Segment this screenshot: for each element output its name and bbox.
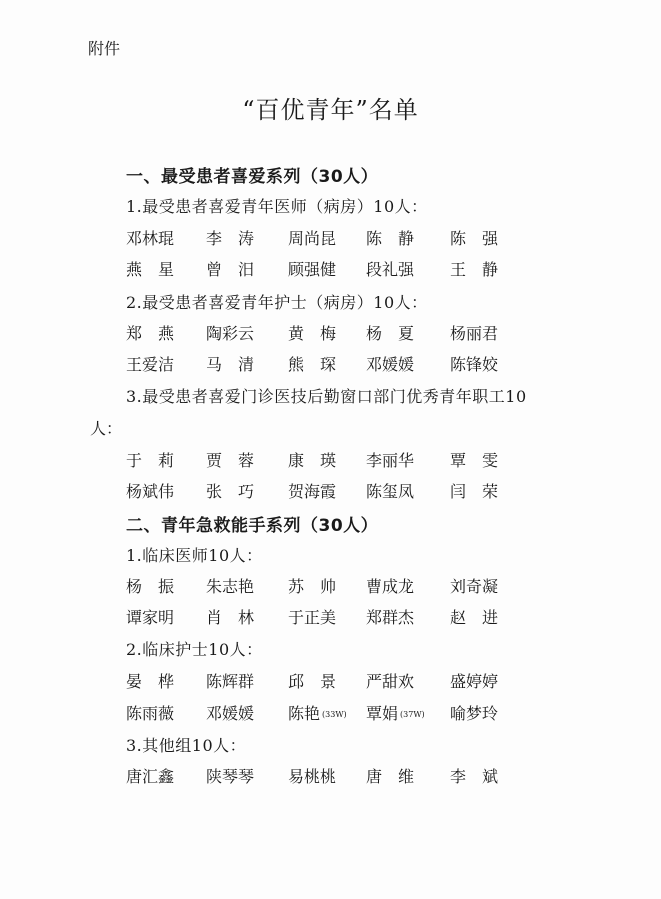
person-name	[450, 574, 526, 597]
name-row	[126, 448, 546, 474]
name-row	[126, 479, 546, 505]
person-name-text: 赵 进	[450, 608, 499, 627]
group-label-1-1: 1.最受患者喜爱青年医师（病房）10人：	[126, 197, 428, 216]
person-name-text: 于 莉	[126, 451, 175, 470]
person-name	[206, 669, 282, 692]
person-name	[126, 605, 202, 628]
person-name	[366, 701, 442, 724]
name-row	[126, 226, 546, 252]
person-name-text: 易桃桃	[288, 767, 337, 786]
person-name	[288, 226, 364, 249]
person-name	[450, 479, 526, 502]
person-name-text: 陕琴琴	[206, 767, 255, 786]
person-name-text: 郑 燕	[126, 324, 175, 343]
person-name-text: 李丽华	[366, 451, 415, 470]
section-heading-1: 一、最受患者喜爱系列（30人）	[126, 167, 379, 187]
person-name	[126, 257, 202, 280]
person-name-text: 贺海霞	[288, 482, 337, 501]
person-name	[450, 321, 526, 344]
name-row	[126, 669, 546, 695]
person-name	[366, 764, 442, 787]
person-name	[366, 605, 442, 628]
person-name	[450, 257, 526, 280]
person-name-text: 李 涛	[206, 229, 255, 248]
person-name	[206, 701, 282, 724]
person-name-text: 马 清	[206, 355, 255, 374]
person-name	[206, 605, 282, 628]
person-name	[206, 479, 282, 502]
person-name-text: 王 静	[450, 260, 499, 279]
person-name-text: 陈雨薇	[126, 704, 175, 723]
person-name-text: 曾 汨	[206, 260, 255, 279]
name-row	[126, 321, 546, 347]
person-name-text: 杨丽君	[450, 324, 499, 343]
person-name-text: 刘奇凝	[450, 577, 499, 596]
person-name	[288, 764, 364, 787]
person-name	[366, 479, 442, 502]
person-name	[288, 352, 364, 375]
person-name-text: 晏 桦	[126, 672, 175, 691]
person-name-text: 朱志艳	[206, 577, 255, 596]
person-name-text: 盛婷婷	[450, 672, 499, 691]
person-name-text: 邓林琨	[126, 229, 175, 248]
person-name-text: 杨 夏	[366, 324, 415, 343]
name-note: (33W)	[322, 710, 347, 719]
person-name	[366, 352, 442, 375]
person-name	[450, 605, 526, 628]
person-name	[206, 764, 282, 787]
person-name	[126, 764, 202, 787]
name-row	[126, 764, 546, 790]
attachment-label: 附件	[88, 39, 121, 58]
person-name	[126, 448, 202, 471]
person-name-text: 周尚昆	[288, 229, 337, 248]
person-name	[450, 701, 526, 724]
person-name	[450, 352, 526, 375]
person-name-text: 严甜欢	[366, 672, 415, 691]
person-name-text: 郑群杰	[366, 608, 415, 627]
person-name-text: 王爱洁	[126, 355, 175, 374]
person-name	[366, 574, 442, 597]
person-name	[126, 321, 202, 344]
person-name	[206, 226, 282, 249]
person-name-text: 苏 帅	[288, 577, 337, 596]
name-row	[126, 574, 546, 600]
person-name-text: 杨斌伟	[126, 482, 175, 501]
person-name	[126, 226, 202, 249]
person-name-text: 陈 静	[366, 229, 415, 248]
section-heading-2: 二、青年急救能手系列（30人）	[126, 516, 379, 536]
person-name-text: 杨 振	[126, 577, 175, 596]
person-name-text: 李 斌	[450, 767, 499, 786]
person-name-text: 曹成龙	[366, 577, 415, 596]
group-label-1-2: 2.最受患者喜爱青年护士（病房）10人：	[126, 293, 428, 312]
person-name	[126, 701, 202, 724]
person-name	[366, 226, 442, 249]
person-name-text: 陶彩云	[206, 324, 255, 343]
person-name-text: 段礼强	[366, 260, 415, 279]
person-name	[366, 669, 442, 692]
name-row	[126, 701, 546, 727]
person-name	[206, 352, 282, 375]
person-name	[206, 257, 282, 280]
person-name	[366, 257, 442, 280]
person-name	[288, 321, 364, 344]
person-name-text: 覃 雯	[450, 451, 499, 470]
name-row	[126, 605, 546, 631]
person-name-text: 唐汇鑫	[126, 767, 175, 786]
person-name	[450, 764, 526, 787]
person-name	[450, 226, 526, 249]
person-name-text: 邱 景	[288, 672, 337, 691]
person-name	[288, 479, 364, 502]
person-name	[126, 669, 202, 692]
person-name-text: 闫 荣	[450, 482, 499, 501]
person-name	[450, 669, 526, 692]
person-name	[366, 448, 442, 471]
person-name-text: 谭家明	[126, 608, 175, 627]
group-label-2-3: 3.其他组10人：	[126, 736, 247, 755]
name-note: (37W)	[400, 710, 425, 719]
person-name	[288, 605, 364, 628]
person-name-text: 肖 林	[206, 608, 255, 627]
person-name-text: 顾强健	[288, 260, 337, 279]
person-name-text: 黄 梅	[288, 324, 337, 343]
group-label-1-3-cont: 人：	[90, 419, 123, 438]
person-name-text: 张 巧	[206, 482, 255, 501]
person-name	[206, 321, 282, 344]
person-name-text: 燕 星	[126, 260, 175, 279]
person-name-text: 陈 强	[450, 229, 499, 248]
name-row	[126, 352, 546, 378]
person-name	[450, 448, 526, 471]
person-name	[206, 448, 282, 471]
group-label-2-1: 1.临床医师10人：	[126, 546, 263, 565]
page-title: “百优青年”名单	[242, 96, 419, 124]
person-name	[126, 479, 202, 502]
person-name	[288, 701, 364, 724]
person-name-text: 康 瑛	[288, 451, 337, 470]
person-name-text: 陈玺凤	[366, 482, 415, 501]
person-name-text: 陈辉群	[206, 672, 255, 691]
person-name	[126, 352, 202, 375]
person-name-text: 喻梦玲	[450, 704, 499, 723]
person-name	[288, 669, 364, 692]
group-label-2-2: 2.临床护士10人：	[126, 640, 263, 659]
person-name	[288, 574, 364, 597]
person-name-text: 于正美	[288, 608, 337, 627]
person-name-text: 熊 琛	[288, 355, 337, 374]
person-name	[126, 574, 202, 597]
name-row	[126, 257, 546, 283]
person-name-text: 覃娟	[366, 704, 399, 723]
person-name-text: 唐 维	[366, 767, 415, 786]
person-name-text: 邓媛媛	[206, 704, 255, 723]
person-name-text: 贾 蓉	[206, 451, 255, 470]
person-name	[206, 574, 282, 597]
person-name-text: 陈锋姣	[450, 355, 499, 374]
group-label-1-3: 3.最受患者喜爱门诊医技后勤窗口部门优秀青年职工10	[126, 387, 527, 406]
person-name-text: 陈艳	[288, 704, 321, 723]
person-name	[288, 257, 364, 280]
person-name	[366, 321, 442, 344]
person-name-text: 邓媛媛	[366, 355, 415, 374]
person-name	[288, 448, 364, 471]
